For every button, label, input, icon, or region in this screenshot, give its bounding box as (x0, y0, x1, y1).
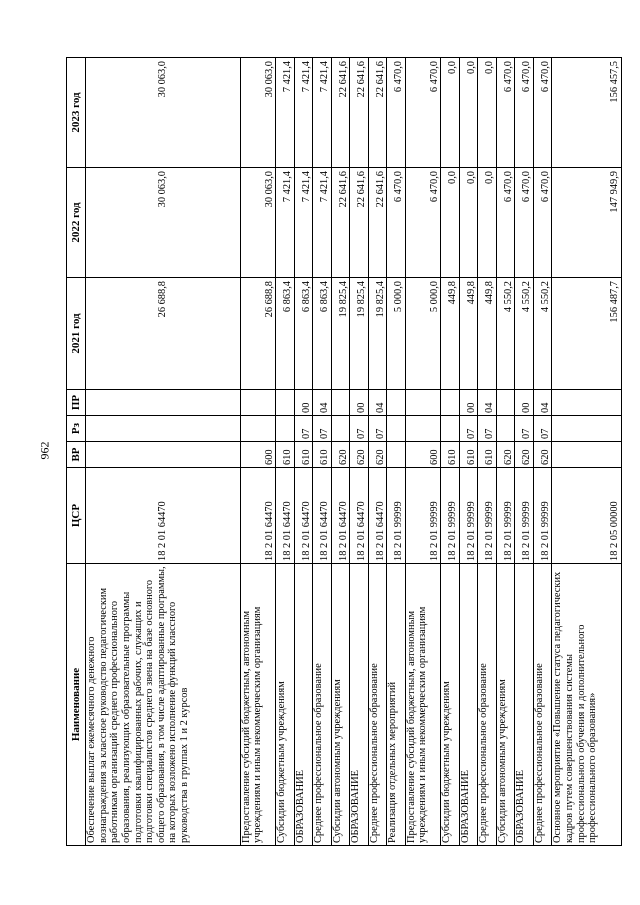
cell-y2023: 22 641,6 (331, 58, 350, 168)
table-row (240, 58, 276, 846)
cell-name: Субсидии бюджетным учреждениям (276, 564, 295, 846)
cell-csr: 18 2 01 64470 (86, 468, 241, 564)
cell-csr: 18 2 01 64470 (350, 468, 369, 564)
cell-y2021: 449,8 (459, 278, 478, 390)
table-row (478, 58, 497, 846)
cell-vr (552, 442, 622, 468)
cell-y2023: 6 470,0 (515, 58, 534, 168)
cell-pr (552, 390, 622, 416)
cell-pr: 00 (294, 390, 313, 416)
cell-y2023: 7 421,4 (294, 58, 313, 168)
header-2023: 2023 год (67, 58, 86, 168)
cell-csr: 18 2 01 99999 (459, 468, 478, 564)
table-header-row (67, 58, 86, 846)
cell-y2021: 449,8 (478, 278, 497, 390)
cell-pr (387, 390, 406, 416)
cell-pr: 00 (350, 390, 369, 416)
table-row (515, 58, 534, 846)
cell-y2022: 6 470,0 (515, 168, 534, 278)
cell-vr: 610 (441, 442, 460, 468)
header-vr: ВР (67, 442, 86, 468)
cell-y2023: 156 457,5 (552, 58, 622, 168)
table-row (276, 58, 295, 846)
cell-pr (240, 390, 276, 416)
cell-name: Субсидии автономным учреждениям (496, 564, 515, 846)
cell-y2022: 7 421,4 (276, 168, 295, 278)
cell-name: Среднее профессиональное образование (533, 564, 552, 846)
cell-pr (496, 390, 515, 416)
cell-pr: 04 (478, 390, 497, 416)
table-row (86, 58, 241, 846)
cell-y2021: 4 550,2 (496, 278, 515, 390)
cell-pr (86, 390, 241, 416)
cell-y2022: 0,0 (478, 168, 497, 278)
cell-y2023: 0,0 (441, 58, 460, 168)
cell-y2022: 22 641,6 (331, 168, 350, 278)
cell-y2022: 147 949,9 (552, 168, 622, 278)
table-row (331, 58, 350, 846)
cell-vr: 610 (294, 442, 313, 468)
cell-rz (240, 416, 276, 442)
cell-y2023: 6 470,0 (387, 58, 406, 168)
cell-y2021: 6 863,4 (276, 278, 295, 390)
cell-rz (276, 416, 295, 442)
cell-rz (387, 416, 406, 442)
table-row (496, 58, 515, 846)
cell-rz (441, 416, 460, 442)
cell-y2022: 6 470,0 (533, 168, 552, 278)
cell-y2023: 0,0 (459, 58, 478, 168)
cell-vr: 600 (240, 442, 276, 468)
cell-y2021: 19 825,4 (350, 278, 369, 390)
cell-y2021: 4 550,2 (515, 278, 534, 390)
cell-rz: 07 (350, 416, 369, 442)
cell-name: ОБРАЗОВАНИЕ (294, 564, 313, 846)
cell-y2021: 4 550,2 (533, 278, 552, 390)
cell-vr: 600 (405, 442, 441, 468)
cell-y2023: 30 063,0 (86, 58, 241, 168)
cell-y2022: 30 063,0 (86, 168, 241, 278)
cell-y2021: 19 825,4 (331, 278, 350, 390)
cell-y2021: 19 825,4 (368, 278, 387, 390)
cell-vr: 620 (331, 442, 350, 468)
cell-rz (405, 416, 441, 442)
cell-y2022: 22 641,6 (350, 168, 369, 278)
cell-vr (86, 442, 241, 468)
cell-name: Основное мероприятие «Повышение статуса педагогических кадров путем совершенствования системы профессионального обучения и дополнительного профессионального образования» (552, 564, 622, 846)
cell-rz: 07 (478, 416, 497, 442)
cell-y2022: 7 421,4 (313, 168, 332, 278)
cell-csr: 18 2 01 99999 (478, 468, 497, 564)
cell-y2023: 6 470,0 (496, 58, 515, 168)
cell-vr: 620 (515, 442, 534, 468)
cell-vr: 610 (276, 442, 295, 468)
cell-rz (552, 416, 622, 442)
cell-vr (387, 442, 406, 468)
cell-name: Среднее профессиональное образование (313, 564, 332, 846)
cell-csr: 18 2 01 64470 (240, 468, 276, 564)
cell-pr: 04 (313, 390, 332, 416)
cell-y2022: 6 470,0 (387, 168, 406, 278)
cell-y2023: 22 641,6 (350, 58, 369, 168)
cell-csr: 18 2 01 99999 (515, 468, 534, 564)
table-row (368, 58, 387, 846)
cell-name: Обеспечение выплат ежемесячного денежного вознаграждения за классное руководство педагогическим работникам организаций среднего профессионального образования, реализующих образовательные программы подготовки квалифицированных рабочих, служащих и подготовки специалистов среднего звена на базе основного общего образования, в том числе адаптированные программы, на которых возложено исполнение функций классного руководства в группах 1 и 2 курсов (86, 564, 241, 846)
cell-name: Субсидии бюджетным учреждениям (441, 564, 460, 846)
table-row (533, 58, 552, 846)
cell-csr: 18 2 05 00000 (552, 468, 622, 564)
cell-y2022: 7 421,4 (294, 168, 313, 278)
cell-y2021: 449,8 (441, 278, 460, 390)
table-row (313, 58, 332, 846)
cell-y2021: 26 688,8 (86, 278, 241, 390)
table-row (294, 58, 313, 846)
cell-y2022: 6 470,0 (496, 168, 515, 278)
table-row (350, 58, 369, 846)
cell-rz: 07 (294, 416, 313, 442)
header-rz: Рз (67, 416, 86, 442)
header-2022: 2022 год (67, 168, 86, 278)
cell-vr: 610 (313, 442, 332, 468)
cell-y2023: 30 063,0 (240, 58, 276, 168)
cell-y2021: 6 863,4 (294, 278, 313, 390)
cell-rz: 07 (515, 416, 534, 442)
table-row (552, 58, 622, 846)
cell-csr: 18 2 01 99999 (496, 468, 515, 564)
cell-csr: 18 2 01 99999 (387, 468, 406, 564)
cell-y2023: 7 421,4 (276, 58, 295, 168)
cell-vr: 620 (368, 442, 387, 468)
cell-name: ОБРАЗОВАНИЕ (350, 564, 369, 846)
cell-y2021: 156 487,7 (552, 278, 622, 390)
header-name: Наименование (67, 564, 86, 846)
cell-rz: 07 (533, 416, 552, 442)
cell-y2022: 0,0 (459, 168, 478, 278)
cell-y2023: 7 421,4 (313, 58, 332, 168)
cell-rz (331, 416, 350, 442)
cell-y2021: 26 688,8 (240, 278, 276, 390)
table-row (405, 58, 441, 846)
cell-name: Среднее профессиональное образование (478, 564, 497, 846)
cell-pr: 00 (515, 390, 534, 416)
budget-table-sheet (66, 58, 622, 846)
budget-table (66, 57, 622, 846)
cell-y2023: 22 641,6 (368, 58, 387, 168)
cell-name: Среднее профессиональное образование (368, 564, 387, 846)
cell-vr: 620 (350, 442, 369, 468)
cell-y2023: 6 470,0 (405, 58, 441, 168)
cell-csr: 18 2 01 99999 (533, 468, 552, 564)
cell-name: Предоставление субсидий бюджетным, автономным учреждениям и иным некоммерческим организациям (405, 564, 441, 846)
cell-pr: 00 (459, 390, 478, 416)
cell-pr (276, 390, 295, 416)
cell-y2023: 6 470,0 (533, 58, 552, 168)
cell-y2021: 6 863,4 (313, 278, 332, 390)
cell-rz (86, 416, 241, 442)
cell-csr: 18 2 01 64470 (313, 468, 332, 564)
cell-csr: 18 2 01 99999 (405, 468, 441, 564)
cell-csr: 18 2 01 99999 (441, 468, 460, 564)
header-2021: 2021 год (67, 278, 86, 390)
cell-pr: 04 (533, 390, 552, 416)
cell-name: Субсидии автономным учреждениям (331, 564, 350, 846)
cell-name: ОБРАЗОВАНИЕ (515, 564, 534, 846)
cell-y2021: 5 000,0 (405, 278, 441, 390)
cell-csr: 18 2 01 64470 (276, 468, 295, 564)
cell-vr: 620 (496, 442, 515, 468)
table-row (441, 58, 460, 846)
page-number: 962 (37, 441, 52, 460)
cell-rz: 07 (313, 416, 332, 442)
cell-rz: 07 (459, 416, 478, 442)
table-row (387, 58, 406, 846)
table-row (459, 58, 478, 846)
cell-pr: 04 (368, 390, 387, 416)
cell-rz: 07 (368, 416, 387, 442)
cell-pr (331, 390, 350, 416)
cell-y2021: 5 000,0 (387, 278, 406, 390)
cell-vr: 610 (478, 442, 497, 468)
cell-pr (441, 390, 460, 416)
cell-csr: 18 2 01 64470 (331, 468, 350, 564)
cell-vr: 620 (533, 442, 552, 468)
cell-csr: 18 2 01 64470 (368, 468, 387, 564)
cell-name: Предоставление субсидий бюджетным, автономным учреждениям и иным некоммерческим организациям (240, 564, 276, 846)
cell-pr (405, 390, 441, 416)
cell-name: ОБРАЗОВАНИЕ (459, 564, 478, 846)
cell-csr: 18 2 01 64470 (294, 468, 313, 564)
cell-y2022: 0,0 (441, 168, 460, 278)
cell-name: Реализация отдельных мероприятий (387, 564, 406, 846)
cell-rz (496, 416, 515, 442)
cell-y2022: 6 470,0 (405, 168, 441, 278)
cell-y2022: 22 641,6 (368, 168, 387, 278)
cell-vr: 610 (459, 442, 478, 468)
header-csr: ЦСР (67, 468, 86, 564)
cell-y2022: 30 063,0 (240, 168, 276, 278)
cell-y2023: 0,0 (478, 58, 497, 168)
table-body (86, 58, 622, 846)
header-pr: ПР (67, 390, 86, 416)
